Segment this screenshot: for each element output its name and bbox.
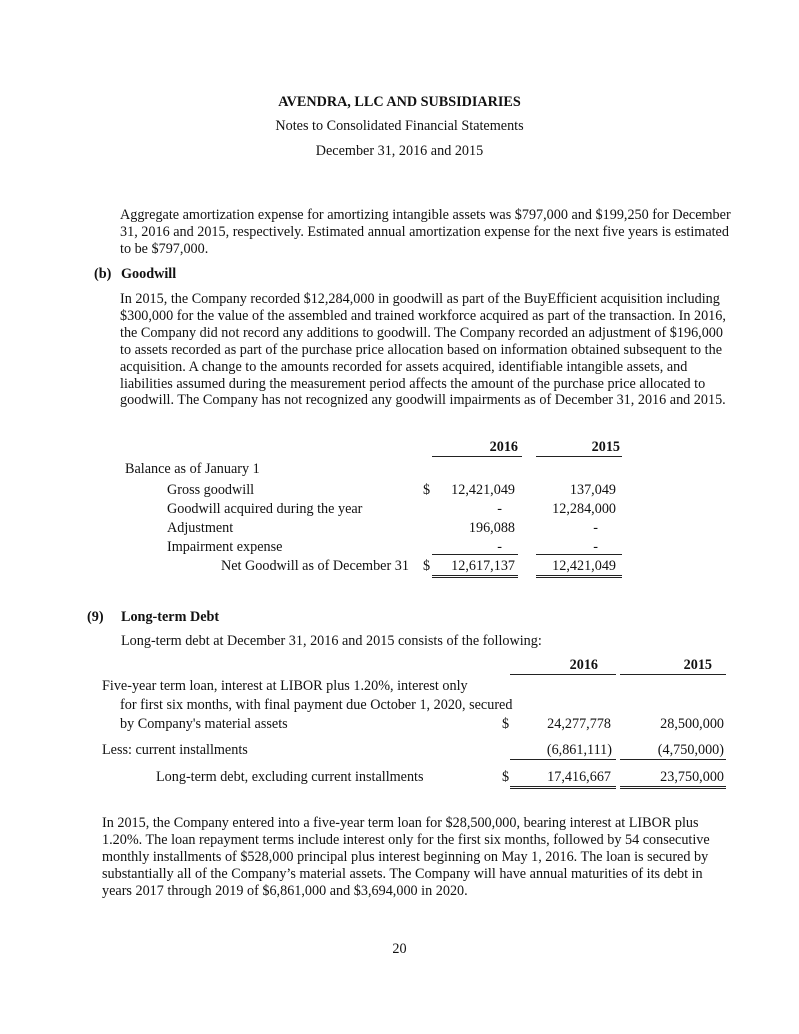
document-subtitle: Notes to Consolidated Financial Statements bbox=[275, 118, 524, 134]
debt-heading-label: (9) bbox=[87, 609, 104, 625]
amortization-paragraph: Aggregate amortization expense for amortizing intangible assets was $797,000 and $199,250 for December 31, 2016 and 2015, respectively. Estimated annual amortization expense for the next five years is estimated to be $797,000. bbox=[120, 207, 731, 257]
debt-heading: Long-term Debt bbox=[121, 609, 220, 625]
debt-paragraph: In 2015, the Company entered into a five-year term loan for $28,500,000, bearing interest at LIBOR plus 1.20%. The loan repayment terms include interest only for the first six months, followed by 54 consecutive monthly installments of $528,000 principal plus interest beginning on May 1, 2016. The loan is secured by substantially all of the Company’s material assets. The Company will have annual maturities of its debt in years 2017 through 2019 of $6,861,000 and $3,694,000 in 2020. bbox=[102, 815, 710, 899]
value-2016: 12,421,049 bbox=[451, 482, 515, 498]
row-label: Goodwill acquired during the year bbox=[167, 501, 363, 517]
subtotal-rule bbox=[536, 554, 622, 555]
currency-symbol: $ bbox=[502, 769, 510, 785]
goodwill-col-2016: 2016 bbox=[432, 439, 522, 457]
value-2016: 12,617,137 bbox=[432, 558, 518, 578]
value-2016: - bbox=[497, 501, 502, 517]
loan-description-line: for first six months, with final payment due October 1, 2020, secured bbox=[120, 697, 513, 713]
value-2015: 12,421,049 bbox=[536, 558, 622, 578]
subtotal-rule bbox=[432, 554, 518, 555]
page-number: 20 bbox=[392, 941, 407, 957]
row-label: Adjustment bbox=[167, 520, 234, 536]
value-2015: (4,750,000) bbox=[620, 742, 726, 760]
row-label: Net Goodwill as of December 31 bbox=[221, 558, 409, 574]
value-2015: - bbox=[593, 520, 598, 536]
value-2015: 12,284,000 bbox=[552, 501, 616, 517]
currency-symbol: $ bbox=[423, 482, 431, 498]
value-2015: 23,750,000 bbox=[620, 769, 726, 789]
document-date: December 31, 2016 and 2015 bbox=[315, 143, 484, 159]
loan-description-line: Five-year term loan, interest at LIBOR plus 1.20%, interest only bbox=[102, 678, 468, 694]
debt-col-2015: 2015 bbox=[620, 657, 726, 675]
value-2015: 28,500,000 bbox=[660, 716, 724, 732]
row-label: Gross goodwill bbox=[167, 482, 255, 498]
currency-symbol: $ bbox=[423, 558, 431, 574]
value-2016: - bbox=[497, 539, 502, 555]
value-2015: 137,049 bbox=[569, 482, 616, 498]
goodwill-section-label: Balance as of January 1 bbox=[125, 461, 260, 477]
value-2016: 196,088 bbox=[468, 520, 515, 536]
loan-description-line: by Company's material assets bbox=[120, 716, 288, 732]
goodwill-heading-label: (b) bbox=[94, 266, 112, 282]
row-label: Impairment expense bbox=[167, 539, 283, 555]
value-2016: 24,277,778 bbox=[547, 716, 611, 732]
row-label: Less: current installments bbox=[102, 742, 248, 758]
value-2016: 17,416,667 bbox=[510, 769, 616, 789]
goodwill-col-2015: 2015 bbox=[536, 439, 622, 457]
row-label: Long-term debt, excluding current installments bbox=[156, 769, 424, 785]
value-2016: (6,861,111) bbox=[510, 742, 616, 760]
goodwill-paragraph: In 2015, the Company recorded $12,284,000 in goodwill as part of the BuyEfficient acquisition including $300,000 for the value of the assembled and trained workforce acquired as part of the transaction. In 2016, the Company did not record any additions to goodwill. The Company recorded an adjustment of $196,000 to assets recorded as part of the purchase price allocation based on information obtained subsequent to the acquisition. A change to the amounts recorded for assets acquired, identifiable intangible assets, and liabilities assumed during the measurement period affects the amount of the purchase price allocated to goodwill. The Company has not recognized any goodwill impairments as of December 31, 2016 and 2015. bbox=[120, 291, 726, 409]
debt-intro: Long-term debt at December 31, 2016 and 2015 consists of the following: bbox=[121, 633, 542, 649]
currency-symbol: $ bbox=[502, 716, 510, 732]
goodwill-heading: Goodwill bbox=[121, 266, 177, 282]
value-2015: - bbox=[593, 539, 598, 555]
debt-col-2016: 2016 bbox=[510, 657, 616, 675]
company-title: AVENDRA, LLC AND SUBSIDIARIES bbox=[278, 94, 521, 110]
